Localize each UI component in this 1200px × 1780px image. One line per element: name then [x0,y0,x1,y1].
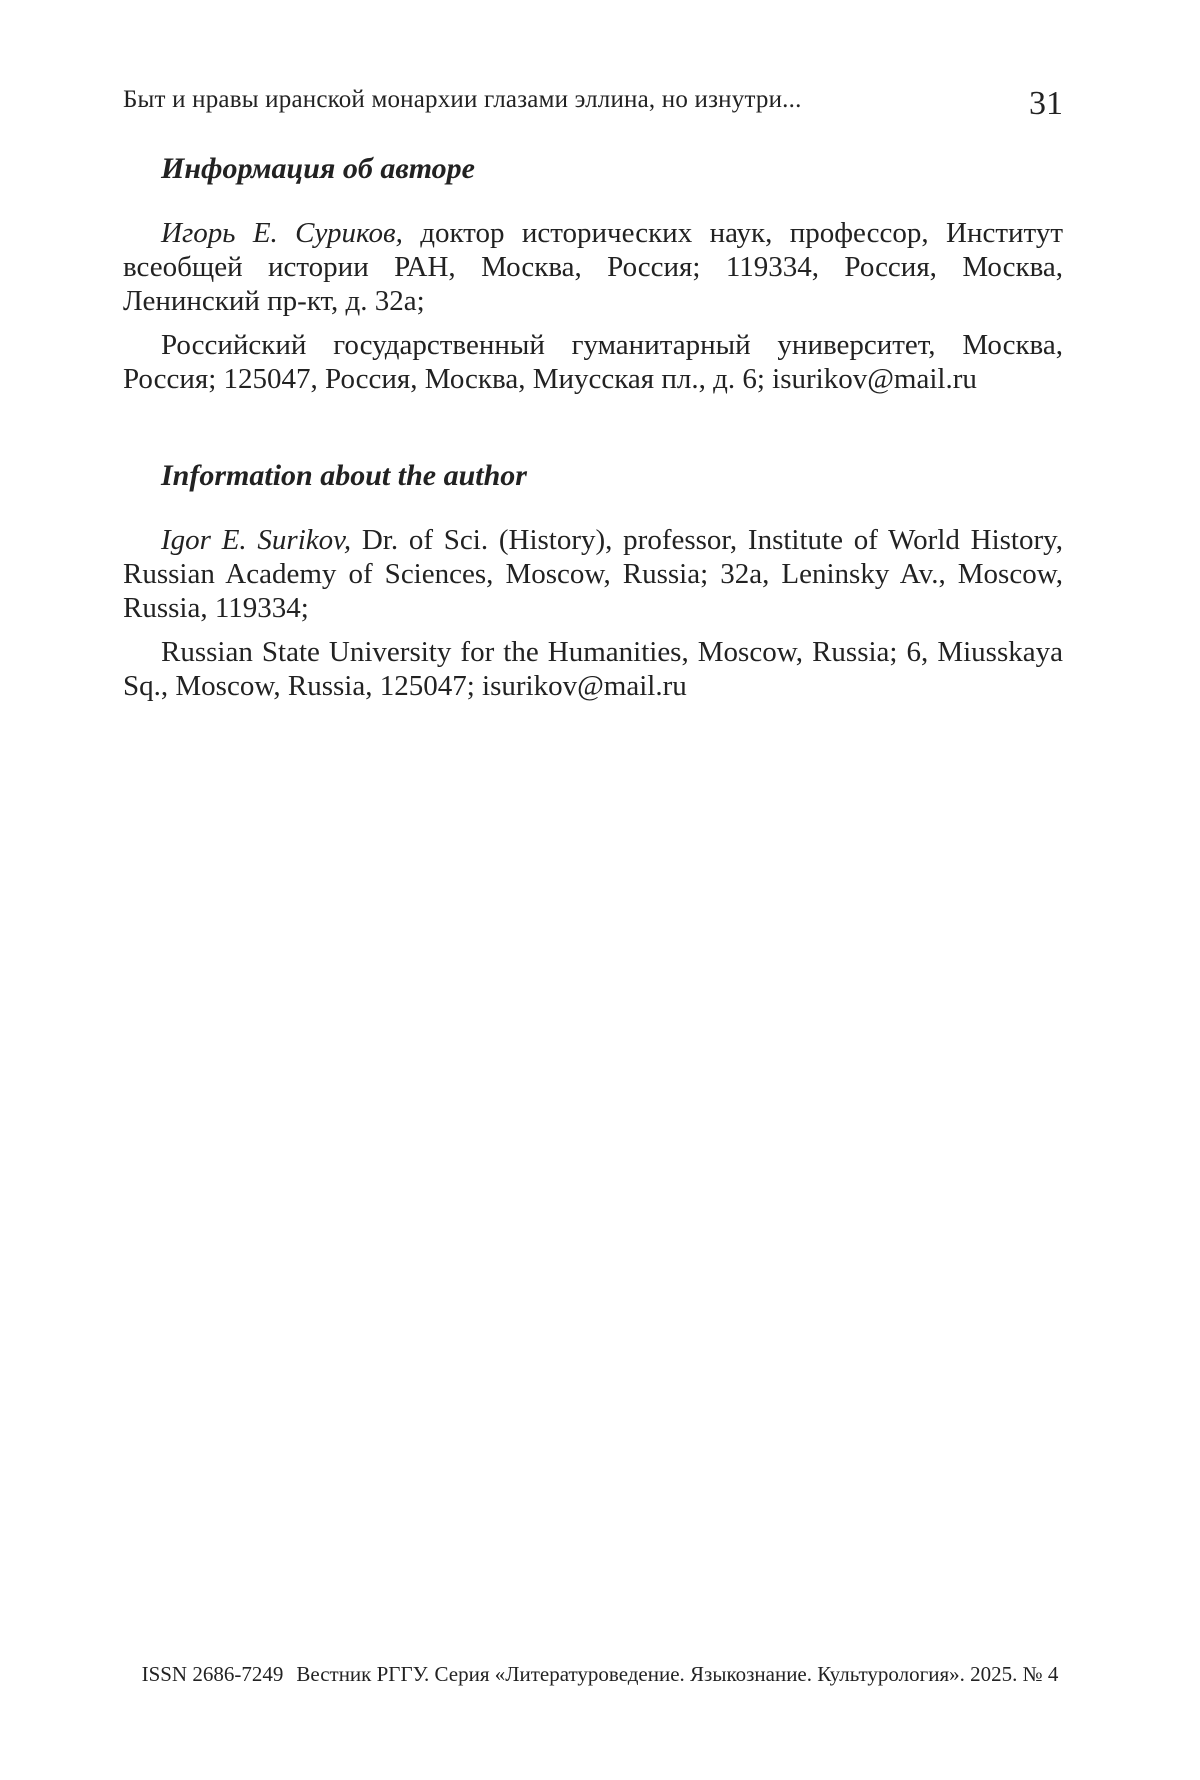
author-affiliation-ru-1 [123,216,1063,318]
author-name-en: Igor E. Surikov, [161,524,352,556]
footer-journal-title: Вестник РГГУ. Серия «Литературоведение. Языкознание. Культурология». 2025. № 4 [296,1662,1059,1686]
section-heading-authors-ru: Информация об авторе [161,152,475,185]
footer-colophon [0,1662,1200,1687]
running-header-title: Быт и нравы иранской монархии глазами эллина, но изнутри... [123,86,802,113]
author-affiliation-en-1 [123,523,1063,625]
author-affiliation-ru-1-text: доктор исторических наук, профессор, Институт всеобщей истории РАН, Москва, Россия; 119334, Россия, Москва, Ленинский пр-кт, д. 32а; [123,217,1063,317]
author-name-ru: Игорь Е. Суриков, [161,217,403,249]
footer-issn: ISSN 2686-7249 [141,1662,284,1686]
section-heading-authors-en: Information about the author [161,459,527,492]
author-affiliation-en-2: Russian State University for the Humanities, Moscow, Russia; 6, Miusskaya Sq., Moscow, Russia, 125047; isurikov@mail.ru [123,636,1063,702]
running-header [123,78,1063,122]
page-content [123,151,1063,713]
page-number: 31 [1029,85,1063,122]
author-affiliation-en-1-text: Dr. of Sci. (History), professor, Institute of World History, Russian Academy of Sciences, Moscow, Russia; 32a, Leninsky Av., Moscow, Russia, 119334; [123,524,1063,624]
author-affiliation-ru-2: Российский государственный гуманитарный университет, Москва, Россия; 125047, Россия, Москва, Миусская пл., д. 6; isurikov@mail.ru [123,329,1063,395]
